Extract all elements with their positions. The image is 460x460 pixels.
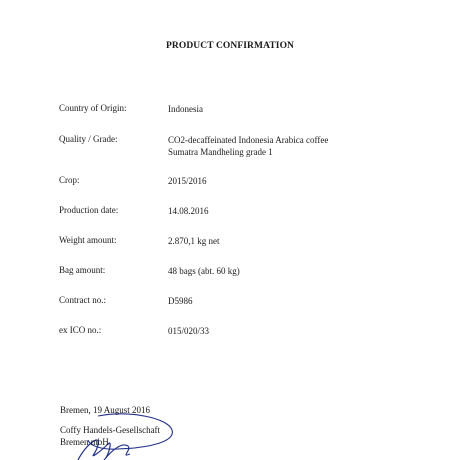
field-value-line1: CO2-decaffeinated Indonesia Arabica coffee bbox=[168, 135, 329, 145]
field-value: 14.08.2016 bbox=[168, 206, 209, 216]
company-block bbox=[60, 424, 160, 448]
field-label: Contract no.: bbox=[59, 295, 106, 305]
field-value: 2015/2016 bbox=[168, 176, 207, 186]
company-line2: Bremen mbH bbox=[60, 437, 109, 447]
field-label: Country of Origin: bbox=[59, 103, 127, 113]
field-value: Indonesia bbox=[168, 104, 203, 114]
field-value: 2.870,1 kg net bbox=[168, 236, 220, 246]
place-date: Bremen, 19 August 2016 bbox=[60, 405, 150, 415]
field-label: Bag amount: bbox=[59, 265, 106, 275]
field-value bbox=[168, 134, 328, 158]
field-value: 48 bags (abt. 60 kg) bbox=[168, 266, 240, 276]
field-label: Weight amount: bbox=[59, 235, 117, 245]
field-label: Crop: bbox=[59, 175, 80, 185]
field-label: Production date: bbox=[59, 205, 119, 215]
field-value-line2: Sumatra Mandheling grade 1 bbox=[168, 147, 273, 157]
document-title: PRODUCT CONFIRMATION bbox=[165, 41, 295, 51]
field-label: ex ICO no.: bbox=[59, 325, 102, 335]
field-label: Quality / Grade: bbox=[59, 134, 118, 144]
field-value: D5986 bbox=[168, 296, 193, 306]
field-value: 015/020/33 bbox=[168, 326, 210, 336]
company-name: Coffy Handels-Gesellschaft bbox=[60, 425, 161, 435]
